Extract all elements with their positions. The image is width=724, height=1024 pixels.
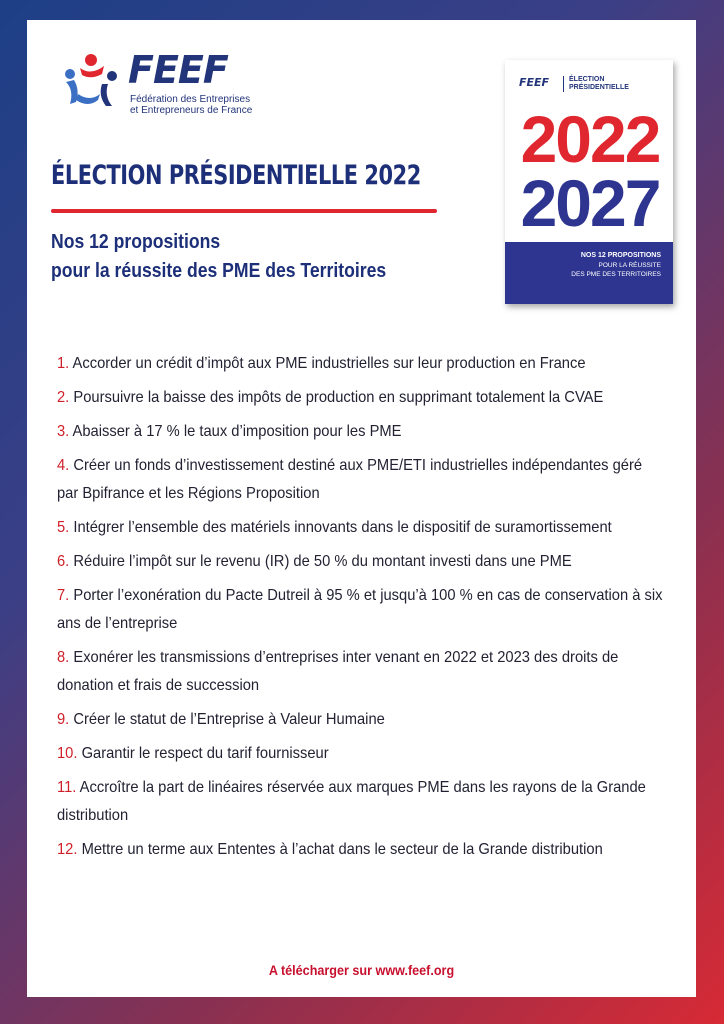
item-number: 4. [57, 457, 70, 474]
cover-logo: FEEF [519, 76, 550, 89]
cover-header [519, 74, 669, 96]
item-number: 10. [57, 745, 78, 762]
item-text: Réduire l’impôt sur le revenu (IR) de 50 % du montant investi dans une PME [73, 553, 572, 570]
cover-separator [563, 76, 564, 92]
item-text: Mettre un terme aux Ententes à l’achat dans le secteur de la Grande distribution [81, 841, 603, 858]
item-number: 3. [57, 423, 70, 440]
document-page [27, 20, 696, 997]
subtitle-line-1: Nos 12 propositions [51, 231, 221, 253]
item-number: 8. [57, 649, 70, 666]
list-item [57, 740, 664, 768]
page-subtitle [51, 228, 386, 286]
list-item [57, 836, 664, 864]
list-item [57, 418, 664, 446]
title-underline [51, 209, 437, 213]
cover-band [505, 242, 673, 304]
item-text: Porter l’exonération du Pacte Dutreil à 95 % et jusqu’à 100 % en cas de conservation à six ans de l’entreprise [57, 587, 663, 632]
cover-election-line-1: ÉLECTION [569, 76, 605, 83]
cover-band-line-2: POUR LA RÉUSSITE [598, 262, 661, 269]
logo-subtitle-line-2: et Entrepreneurs de France [130, 105, 253, 116]
booklet-cover-thumbnail [505, 60, 673, 304]
item-text: Abaisser à 17 % le taux d’imposition pour les PME [72, 423, 402, 440]
item-text: Poursuivre la baisse des impôts de production en supprimant totalement la CVAE [73, 389, 604, 406]
list-item [57, 774, 664, 830]
cover-election-line-2: PRÉSIDENTIELLE [569, 84, 629, 91]
list-item [57, 350, 664, 378]
item-number: 6. [57, 553, 70, 570]
cover-band-line-1: NOS 12 PROPOSITIONS [580, 252, 661, 259]
subtitle-line-2: pour la réussite des PME des Territoires [51, 260, 387, 282]
item-number: 11. [57, 779, 77, 796]
item-text: Exonérer les transmissions d’entreprises inter venant en 2022 et 2023 des droits de donation et frais de succession [57, 649, 619, 694]
list-item [57, 452, 664, 508]
cover-years-graphic [517, 104, 663, 234]
propositions-list [57, 350, 677, 870]
item-number: 7. [57, 587, 70, 604]
logo-subtitle-line-1: Fédération des Entreprises [130, 94, 251, 105]
cover-band-line-3: DES PME DES TERRITOIRES [571, 271, 661, 278]
item-text: Créer un fonds d’investissement destiné aux PME/ETI industrielles indépendantes géré par Bpifrance et les Régions Proposition [57, 457, 643, 502]
item-number: 9. [57, 711, 70, 728]
feef-logo-mark-icon [60, 50, 122, 112]
item-text: Créer le statut de l’Entreprise à Valeur Humaine [73, 711, 385, 728]
list-item [57, 548, 664, 576]
item-text: Accroître la part de linéaires réservée aux marques PME dans les rayons de la Grande distribution [57, 779, 646, 824]
cover-year-top: 2022 [520, 104, 660, 176]
item-number: 5. [57, 519, 70, 536]
list-item [57, 582, 664, 638]
list-item [57, 384, 664, 412]
item-text: Garantir le respect du tarif fournisseur [81, 745, 329, 762]
download-link[interactable]: A télécharger sur www.feef.org [268, 962, 455, 978]
list-item [57, 514, 664, 542]
list-item [57, 644, 664, 700]
item-number: 12. [57, 841, 78, 858]
cover-year-bottom: 2027 [520, 166, 660, 234]
item-text: Intégrer l’ensemble des matériels innovants dans le dispositif de suramortissement [73, 519, 612, 536]
feef-logo [60, 50, 290, 120]
logo-subtitle [130, 94, 300, 116]
cover-election-label [569, 76, 649, 92]
logo-name: FEEF [128, 48, 228, 92]
item-number: 1. [57, 355, 70, 372]
list-item [57, 706, 664, 734]
item-text: Accorder un crédit d’impôt aux PME industrielles sur leur production en France [72, 355, 586, 372]
page-title: ÉLECTION PRÉSIDENTIELLE 2022 [51, 160, 421, 191]
item-number: 2. [57, 389, 70, 406]
